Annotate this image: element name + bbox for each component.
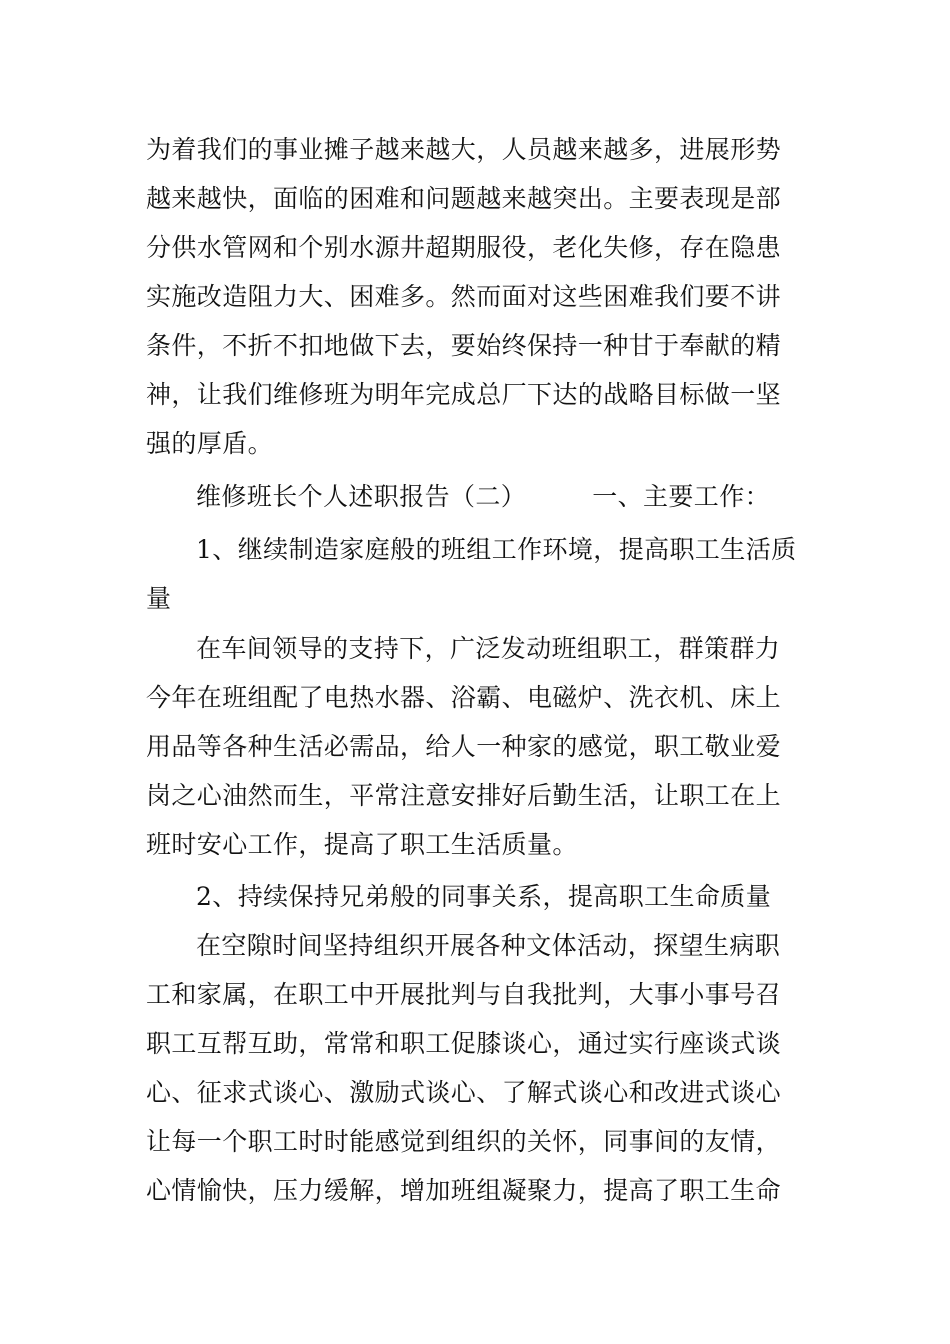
- paragraph-line: 分供水管网和个别水源井超期服役，老化失修，存在隐患: [146, 233, 782, 262]
- paragraph-line: 心情愉快，压力缓解，增加班组凝聚力，提高了职工生命: [146, 1176, 782, 1205]
- paragraph-line: 为着我们的事业摊子越来越大，人员越来越多，进展形势: [146, 135, 782, 164]
- paragraph-line: 在车间领导的支持下，广泛发动班组职工，群策群力: [196, 634, 781, 663]
- paragraph-line: 条件，不折不扣地做下去，要始终保持一种甘于奉献的精: [146, 331, 782, 360]
- paragraph-line: 班时安心工作，提高了职工生活质量。: [146, 830, 578, 859]
- section-heading-line: [196, 482, 770, 512]
- paragraph-line: 岗之心油然而生，平常注意安排好后勤生活，让职工在上: [146, 781, 782, 810]
- paragraph-line: 职工互帮互助，常常和职工促膝谈心，通过实行座谈式谈: [146, 1029, 782, 1058]
- paragraph-line: 神，让我们维修班为明年完成总厂下达的战略目标做一坚: [146, 380, 782, 409]
- item-heading-line: 1、继续制造家庭般的班组工作环境，提高职工生活质: [196, 535, 797, 564]
- item-heading-line: 2、持续保持兄弟般的同事关系，提高职工生命质量: [196, 882, 772, 911]
- paragraph-line: 实施改造阻力大、困难多。然而面对这些困难我们要不讲: [146, 282, 782, 311]
- paragraph-line: 用品等各种生活必需品，给人一种家的感觉，职工敬业爱: [146, 732, 782, 761]
- section-heading: 一、主要工作：: [592, 482, 771, 511]
- paragraph-line: 工和家属，在职工中开展批判与自我批判，大事小事号召: [146, 980, 782, 1009]
- item-heading-line: 量: [146, 584, 172, 613]
- paragraph-line: 越来越快，面临的困难和问题越来越突出。主要表现是部: [146, 184, 782, 213]
- paragraph-line: 心、征求式谈心、激励式谈心、了解式谈心和改进式谈心: [146, 1078, 782, 1107]
- paragraph-line: 强的厚盾。: [146, 429, 274, 458]
- paragraph-line: 在空隙时间坚持组织开展各种文体活动，探望生病职: [196, 931, 781, 960]
- report-title: 维修班长个人述职报告（二）: [196, 482, 527, 511]
- paragraph-line: 让每一个职工时时能感觉到组织的关怀，同事间的友情，: [146, 1127, 782, 1156]
- paragraph-line: 今年在班组配了电热水器、浴霸、电磁炉、洗衣机、床上: [146, 683, 782, 712]
